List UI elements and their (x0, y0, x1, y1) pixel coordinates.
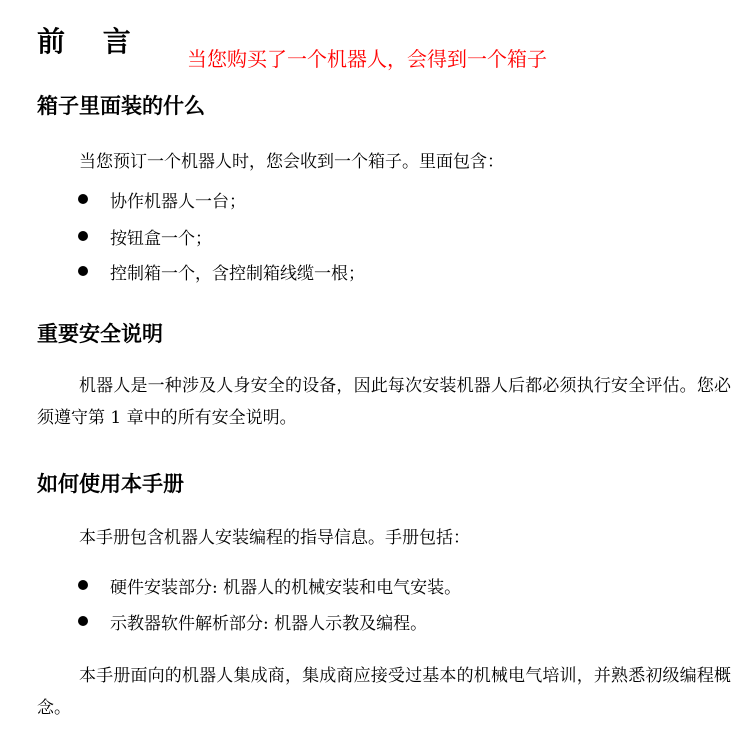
list-item (78, 573, 461, 597)
bullet-icon (78, 580, 88, 590)
list-item (78, 224, 212, 248)
list-item-text: 按钮盒一个； (110, 228, 212, 249)
section-body-safety: 机器人是一种涉及人身安全的设备，因此每次安装机器人后都必须执行安全评估。您必须遵守第 1 章中的所有安全说明。 (37, 376, 731, 428)
section-closing-how-to-use: 本手册面向的机器人集成商，集成商应接受过基本的机械电气培训，并熟悉初级编程概念。 (37, 666, 731, 718)
annotation-note: 当您购买了一个机器人，会得到一个箱子 (187, 47, 547, 71)
list-item (78, 259, 365, 283)
bullet-icon (78, 194, 88, 204)
bullet-icon (78, 616, 88, 626)
list-item (78, 609, 427, 633)
bullet-icon (78, 231, 88, 241)
section-heading-how-to-use: 如何使用本手册 (37, 472, 184, 496)
list-item (78, 187, 246, 211)
list-item-text: 示教器软件解析部分: 机器人示教及编程。 (110, 613, 428, 634)
list-item-text: 协作机器人一台； (110, 191, 246, 212)
list-item-text: 硬件安装部分: 机器人的机械安装和电气安装。 (110, 577, 462, 598)
section-intro-how-to-use: 本手册包含机器人安装编程的指导信息。手册包括： (79, 528, 470, 548)
bullet-icon (78, 266, 88, 276)
list-item-text: 控制箱一个，含控制箱线缆一根； (110, 263, 365, 284)
section-heading-safety: 重要安全说明 (37, 322, 163, 346)
section-heading-box-contents: 箱子里面装的什么 (37, 94, 205, 118)
page-title: 前 言 (37, 25, 145, 58)
section-intro-box-contents: 当您预订一个机器人时，您会收到一个箱子。里面包含： (79, 152, 504, 172)
